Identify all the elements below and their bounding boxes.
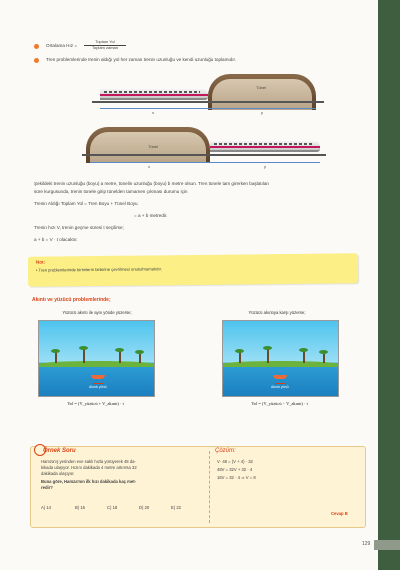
option-e: E) 22: [171, 505, 182, 510]
explanation-line: süre kurgusunda, trenin tünele girip tünelden tamamen çıkması durumu için: [34, 189, 188, 194]
train-stripe: [210, 146, 320, 148]
column-divider: [209, 451, 210, 523]
swimmer-icon: [91, 375, 105, 379]
train-illustration: [210, 141, 320, 152]
solution-var: V: [217, 459, 220, 464]
palm-leaf: [263, 346, 272, 350]
section-title: Akıntı ve yüzücü problemlerinde;: [32, 297, 111, 303]
solution-line: [217, 459, 253, 465]
explanation-line: Şekildeki trenin uzunluğu (boyu) a metre, tünelin uzunluğu (boyu) b metre olsun. Tren tünele tam girerken başlatılan: [34, 181, 269, 186]
fraction-denominator: Toplam zaman: [84, 45, 126, 51]
current-arrow-icon: [93, 383, 103, 384]
example-title: Örnek Soru: [43, 448, 76, 454]
palm-leaf: [319, 350, 328, 354]
fraction-numerator: Toplam Yol: [95, 39, 115, 44]
page-number: 129: [362, 541, 371, 547]
solution-title: Çözüm:: [215, 448, 236, 454]
left-caption: Yüzücü akıntı ile aynı yönde yüzerse;: [62, 310, 132, 315]
note-title: Not:: [35, 259, 46, 265]
with-current-formula: Yol = (V_yüzücü + V_akıntı) · t: [67, 401, 124, 406]
question-line: kikada ulaşıyor. Hızını dakikada 4 metre artırırsa 32: [41, 465, 137, 470]
train-stripe: [100, 94, 208, 96]
option-c: C) 18: [107, 505, 118, 510]
explanation-line: a + b = V · t olacaktır.: [34, 237, 78, 242]
swimmer-with-current-illustration: [38, 320, 155, 397]
train-windows: [214, 143, 312, 146]
measure-label-x: x: [148, 164, 150, 169]
current-label: Akıntı yönü: [271, 385, 289, 389]
question-line: dakikada ulaşıyor.: [41, 471, 75, 476]
question-line: Hamza'ış yerinden eve saklı hızla yürüyerek 48 da-: [41, 459, 136, 464]
option-d: D) 20: [139, 505, 150, 510]
explanation-line: Trenin hızı V, trenin geçme süresi t seçilirse;: [34, 225, 124, 230]
palm-leaf: [235, 349, 244, 353]
palm-leaf: [115, 348, 124, 352]
palm-leaf: [79, 346, 88, 350]
measure-label-y: y: [264, 164, 266, 169]
tunnel-interior: [212, 79, 312, 110]
measure-line-y: [210, 162, 320, 163]
swimmer-against-current-illustration: [222, 320, 339, 397]
avg-speed-label: Ortalama Hız =: [46, 43, 78, 48]
chapter-sidebar: [378, 0, 400, 570]
note-text: • Tren problemlerinde birimlerin birbirine çevrilmesi unutulmamalıdır.: [35, 266, 162, 273]
palm-leaf: [135, 350, 144, 354]
explanation-line: Trenin Aldığı Toplam Yol = Tren Boyu + Tünel Boyu: [34, 201, 138, 206]
option-b: B) 16: [75, 505, 86, 510]
palm-tree-icon: [83, 348, 85, 363]
question-line: redir?: [41, 485, 53, 490]
rail-line: [92, 101, 324, 103]
avg-speed-fraction: [84, 40, 126, 50]
train-illustration: [100, 89, 208, 100]
solution-line: 48V = 32V + 32 · 4: [217, 467, 253, 472]
solution-line: 16V = 32 · 4 ⇒ V = 8: [217, 475, 256, 480]
palm-leaf: [51, 349, 60, 353]
bullet-icon: [34, 44, 39, 49]
measure-line-x: [90, 162, 210, 163]
train-line: Tren problemlerinde trenin aldığı yol her zaman trenin uzunluğu ve kendi uzunluğu toplamıdır.: [46, 57, 237, 62]
bullet-icon: [34, 58, 39, 63]
against-current-formula: Yol = (V_yüzücü − V_akıntı) · t: [251, 401, 308, 406]
measure-line-x: [100, 108, 208, 109]
question-line: Buna göre, Hamza'nın ilk hızı dakikada kaç met-: [41, 479, 137, 484]
train-windows: [104, 91, 200, 94]
rail-line: [82, 154, 326, 156]
right-caption: Yüzücü akıntıya karşı yüzerse;: [248, 310, 306, 315]
sidebar-tab: [374, 540, 400, 550]
tunnel-illustration: [208, 74, 316, 110]
example-question-box: [30, 446, 366, 528]
measure-label-y: y: [261, 110, 263, 115]
tunnel-label: Tünel: [148, 144, 159, 149]
option-a: A) 14: [41, 505, 52, 510]
measure-line-y: [208, 108, 316, 109]
current-label: Akıntı yönü: [89, 385, 107, 389]
tunnel-label: Tünel: [256, 85, 267, 90]
swimmer-icon: [273, 375, 287, 379]
measure-label-x: x: [152, 110, 154, 115]
palm-leaf: [299, 348, 308, 352]
palm-tree-icon: [267, 348, 269, 363]
explanation-line: = a + b metredir.: [134, 213, 168, 218]
note-box: [28, 253, 358, 286]
solution-rest: · 48 = (V + 4) · 32: [219, 459, 253, 464]
answer-label: Cevap B: [331, 511, 348, 516]
current-arrow-icon: [275, 383, 285, 384]
